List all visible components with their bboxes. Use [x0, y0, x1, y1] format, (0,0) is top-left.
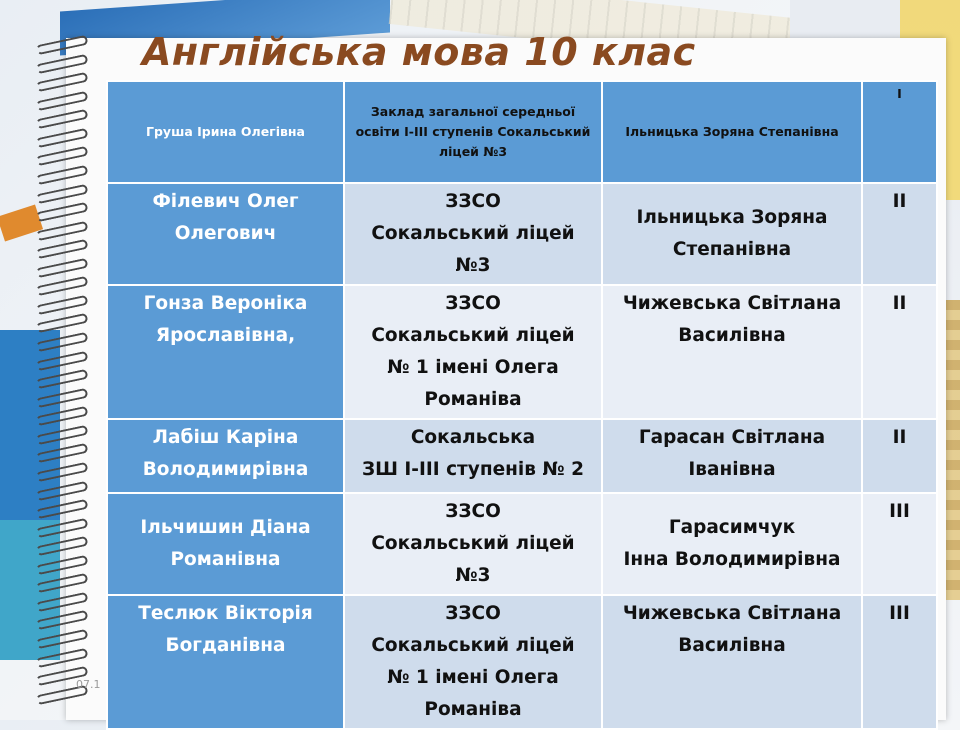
school-cell	[344, 493, 602, 595]
school-line: №3	[455, 565, 491, 586]
school-line: ЗЗСО	[445, 191, 501, 212]
teacher-line: Василівна	[678, 635, 786, 656]
header-teacher: Ільницька Зоряна Степанівна	[602, 81, 862, 183]
school-line: Сокальський ліцей	[371, 223, 575, 244]
student-name: Ільчишин Діана Романівна	[107, 493, 344, 595]
teacher-line: Іванівна	[688, 459, 776, 480]
teacher-line: Чижевська Світлана	[622, 293, 842, 314]
student-name: Лабіш Каріна Володимирівна	[107, 419, 344, 493]
table-row	[107, 285, 937, 419]
teacher-line: Степанівна	[672, 239, 792, 260]
school-cell	[344, 595, 602, 729]
teacher-line: Гарасимчук	[668, 517, 796, 538]
slide-date: 07.1	[76, 678, 101, 691]
category-cell: ІІІ	[862, 595, 937, 729]
school-line: № 1 імені Олега	[387, 667, 559, 688]
school-cell	[344, 183, 602, 285]
school-line: №3	[455, 255, 491, 276]
school-line: Сокальський ліцей	[371, 635, 575, 656]
teacher-line: Ільницька Зоряна	[636, 207, 828, 228]
student-name: Теслюк Вікторія Богданівна	[107, 595, 344, 729]
school-line: ЗЗСО	[445, 501, 501, 522]
school-cell	[344, 419, 602, 493]
school-line: Сокальський ліцей	[371, 325, 575, 346]
school-line: Сокальська	[410, 427, 536, 448]
teacher-cell	[602, 419, 862, 493]
header-category: І	[862, 81, 937, 183]
teacher-line: Василівна	[678, 325, 786, 346]
school-line: ЗЗСО	[445, 293, 501, 314]
notebook-spiral	[36, 40, 96, 700]
student-name: Гонза Вероніка Ярославівна,	[107, 285, 344, 419]
table-header-row	[107, 81, 937, 183]
school-line: ЗШ І-ІІІ ступенів № 2	[361, 459, 584, 480]
slide-title: Англійська мова 10 клас	[142, 30, 696, 74]
student-name: Філевич Олег Олегович	[107, 183, 344, 285]
teacher-cell	[602, 183, 862, 285]
school-line: ЗЗСО	[445, 603, 501, 624]
teacher-line: Чижевська Світлана	[622, 603, 842, 624]
school-line: Романіва	[424, 389, 522, 410]
teacher-cell	[602, 595, 862, 729]
category-cell: ІІІ	[862, 493, 937, 595]
category-cell: ІІ	[862, 419, 937, 493]
teacher-cell	[602, 285, 862, 419]
table-row	[107, 419, 937, 493]
school-line: № 1 імені Олега	[387, 357, 559, 378]
school-cell	[344, 285, 602, 419]
school-line: Романіва	[424, 699, 522, 720]
table-row	[107, 183, 937, 285]
header-student-name: Груша Ірина Олегівна	[107, 81, 344, 183]
teacher-line: Гарасан Світлана	[638, 427, 826, 448]
teacher-cell	[602, 493, 862, 595]
results-table	[106, 80, 938, 730]
category-cell: ІІ	[862, 183, 937, 285]
school-line: Сокальський ліцей	[371, 533, 575, 554]
table-row	[107, 493, 937, 595]
teacher-line: Інна Володимирівна	[623, 549, 841, 570]
table-row	[107, 595, 937, 729]
category-cell: ІІ	[862, 285, 937, 419]
header-school: Заклад загальної середньої освіти І-ІІІ ступенів Сокальський ліцей №3	[344, 81, 602, 183]
